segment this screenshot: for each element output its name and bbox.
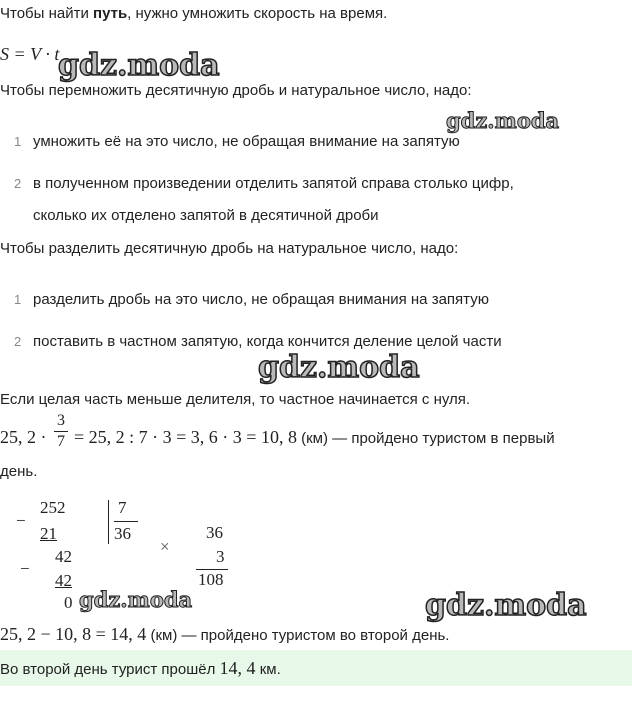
remainder-1: 42 [55, 547, 72, 566]
day2-math: 25, 2 − 10, 8 = 14, 4 [0, 624, 147, 644]
multiplier: 3 [216, 547, 225, 566]
dividend: 252 [40, 498, 66, 517]
fraction [54, 412, 68, 451]
answer-value: 14, 4 [219, 658, 256, 678]
answer-text-start: Во второй день турист прошёл [0, 661, 220, 678]
day1-text: (км) — пройдено туристом в первый [296, 430, 555, 447]
watermark: gdz.moda [79, 587, 193, 612]
times-sign: × [160, 537, 170, 556]
minus-sign: − [20, 559, 30, 578]
answer-text [0, 658, 281, 679]
list-item [14, 291, 21, 308]
day2-text: (км) — пройдено туристом во второй день. [146, 627, 450, 644]
product: 108 [198, 570, 224, 589]
subtrahend-2: 42 [55, 571, 72, 590]
quotient: 36 [114, 524, 131, 543]
fraction-bar [54, 431, 68, 432]
rule-speed-text-end: , нужно умножить скорость на время. [127, 5, 388, 22]
rule-div-note: Если целая часть меньше делителя, то частное начинается с нуля. [0, 391, 471, 408]
rule-speed-text: Чтобы найти [0, 5, 94, 22]
day1-lhs: 25, 2 · [0, 427, 47, 447]
rule-speed [0, 5, 387, 22]
day1-text-continued: день. [0, 463, 38, 480]
formula: S = V · t [0, 44, 60, 64]
divisor-underline [114, 521, 138, 522]
list-item-text: разделить дробь на это число, не обращая внимания на запятую [33, 291, 489, 308]
watermark: gdz.moda [446, 108, 560, 133]
watermark: gdz.moda [58, 48, 220, 83]
list-item [14, 133, 21, 150]
list-item-text: умножить её на это число, не обращая внимание на запятую [33, 133, 460, 150]
day1-line [74, 427, 555, 448]
remainder-final: 0 [64, 593, 73, 612]
list-number: 1 [14, 292, 22, 307]
list-number: 1 [14, 134, 22, 149]
multiplicand: 36 [206, 523, 223, 542]
list-number: 2 [14, 176, 22, 191]
list-item [14, 175, 21, 192]
list-item-text-continued: сколько их отделено запятой в десятичной дроби [33, 207, 379, 224]
list-item [14, 333, 21, 350]
division-bracket [108, 500, 109, 544]
day2-line [0, 624, 449, 645]
day1-rhs: = 25, 2 : 7 · 3 = 3, 6 · 3 = 10, 8 [74, 427, 297, 447]
answer-box [0, 650, 632, 686]
list-item-text: в полученном произведении отделить запятой справа столько цифр, [33, 175, 514, 192]
fraction-numerator: 3 [57, 412, 65, 429]
rule-div-intro: Чтобы разделить десятичную дробь на натуральное число, надо: [0, 240, 459, 257]
watermark: gdz.moda [425, 588, 587, 623]
watermark: gdz.moda [258, 350, 420, 385]
subtrahend-1: 21 [40, 524, 57, 543]
list-number: 2 [14, 334, 22, 349]
minus-sign: − [16, 511, 26, 530]
fraction-denominator: 7 [57, 433, 65, 450]
answer-unit: км. [255, 661, 281, 678]
rule-speed-bold: путь [93, 5, 128, 22]
list-item-text: поставить в частном запятую, когда кончится деление целой части [33, 333, 502, 350]
rule-mult-intro: Чтобы перемножить десятичную дробь и натуральное число, надо: [0, 82, 472, 99]
divisor: 7 [118, 498, 127, 517]
